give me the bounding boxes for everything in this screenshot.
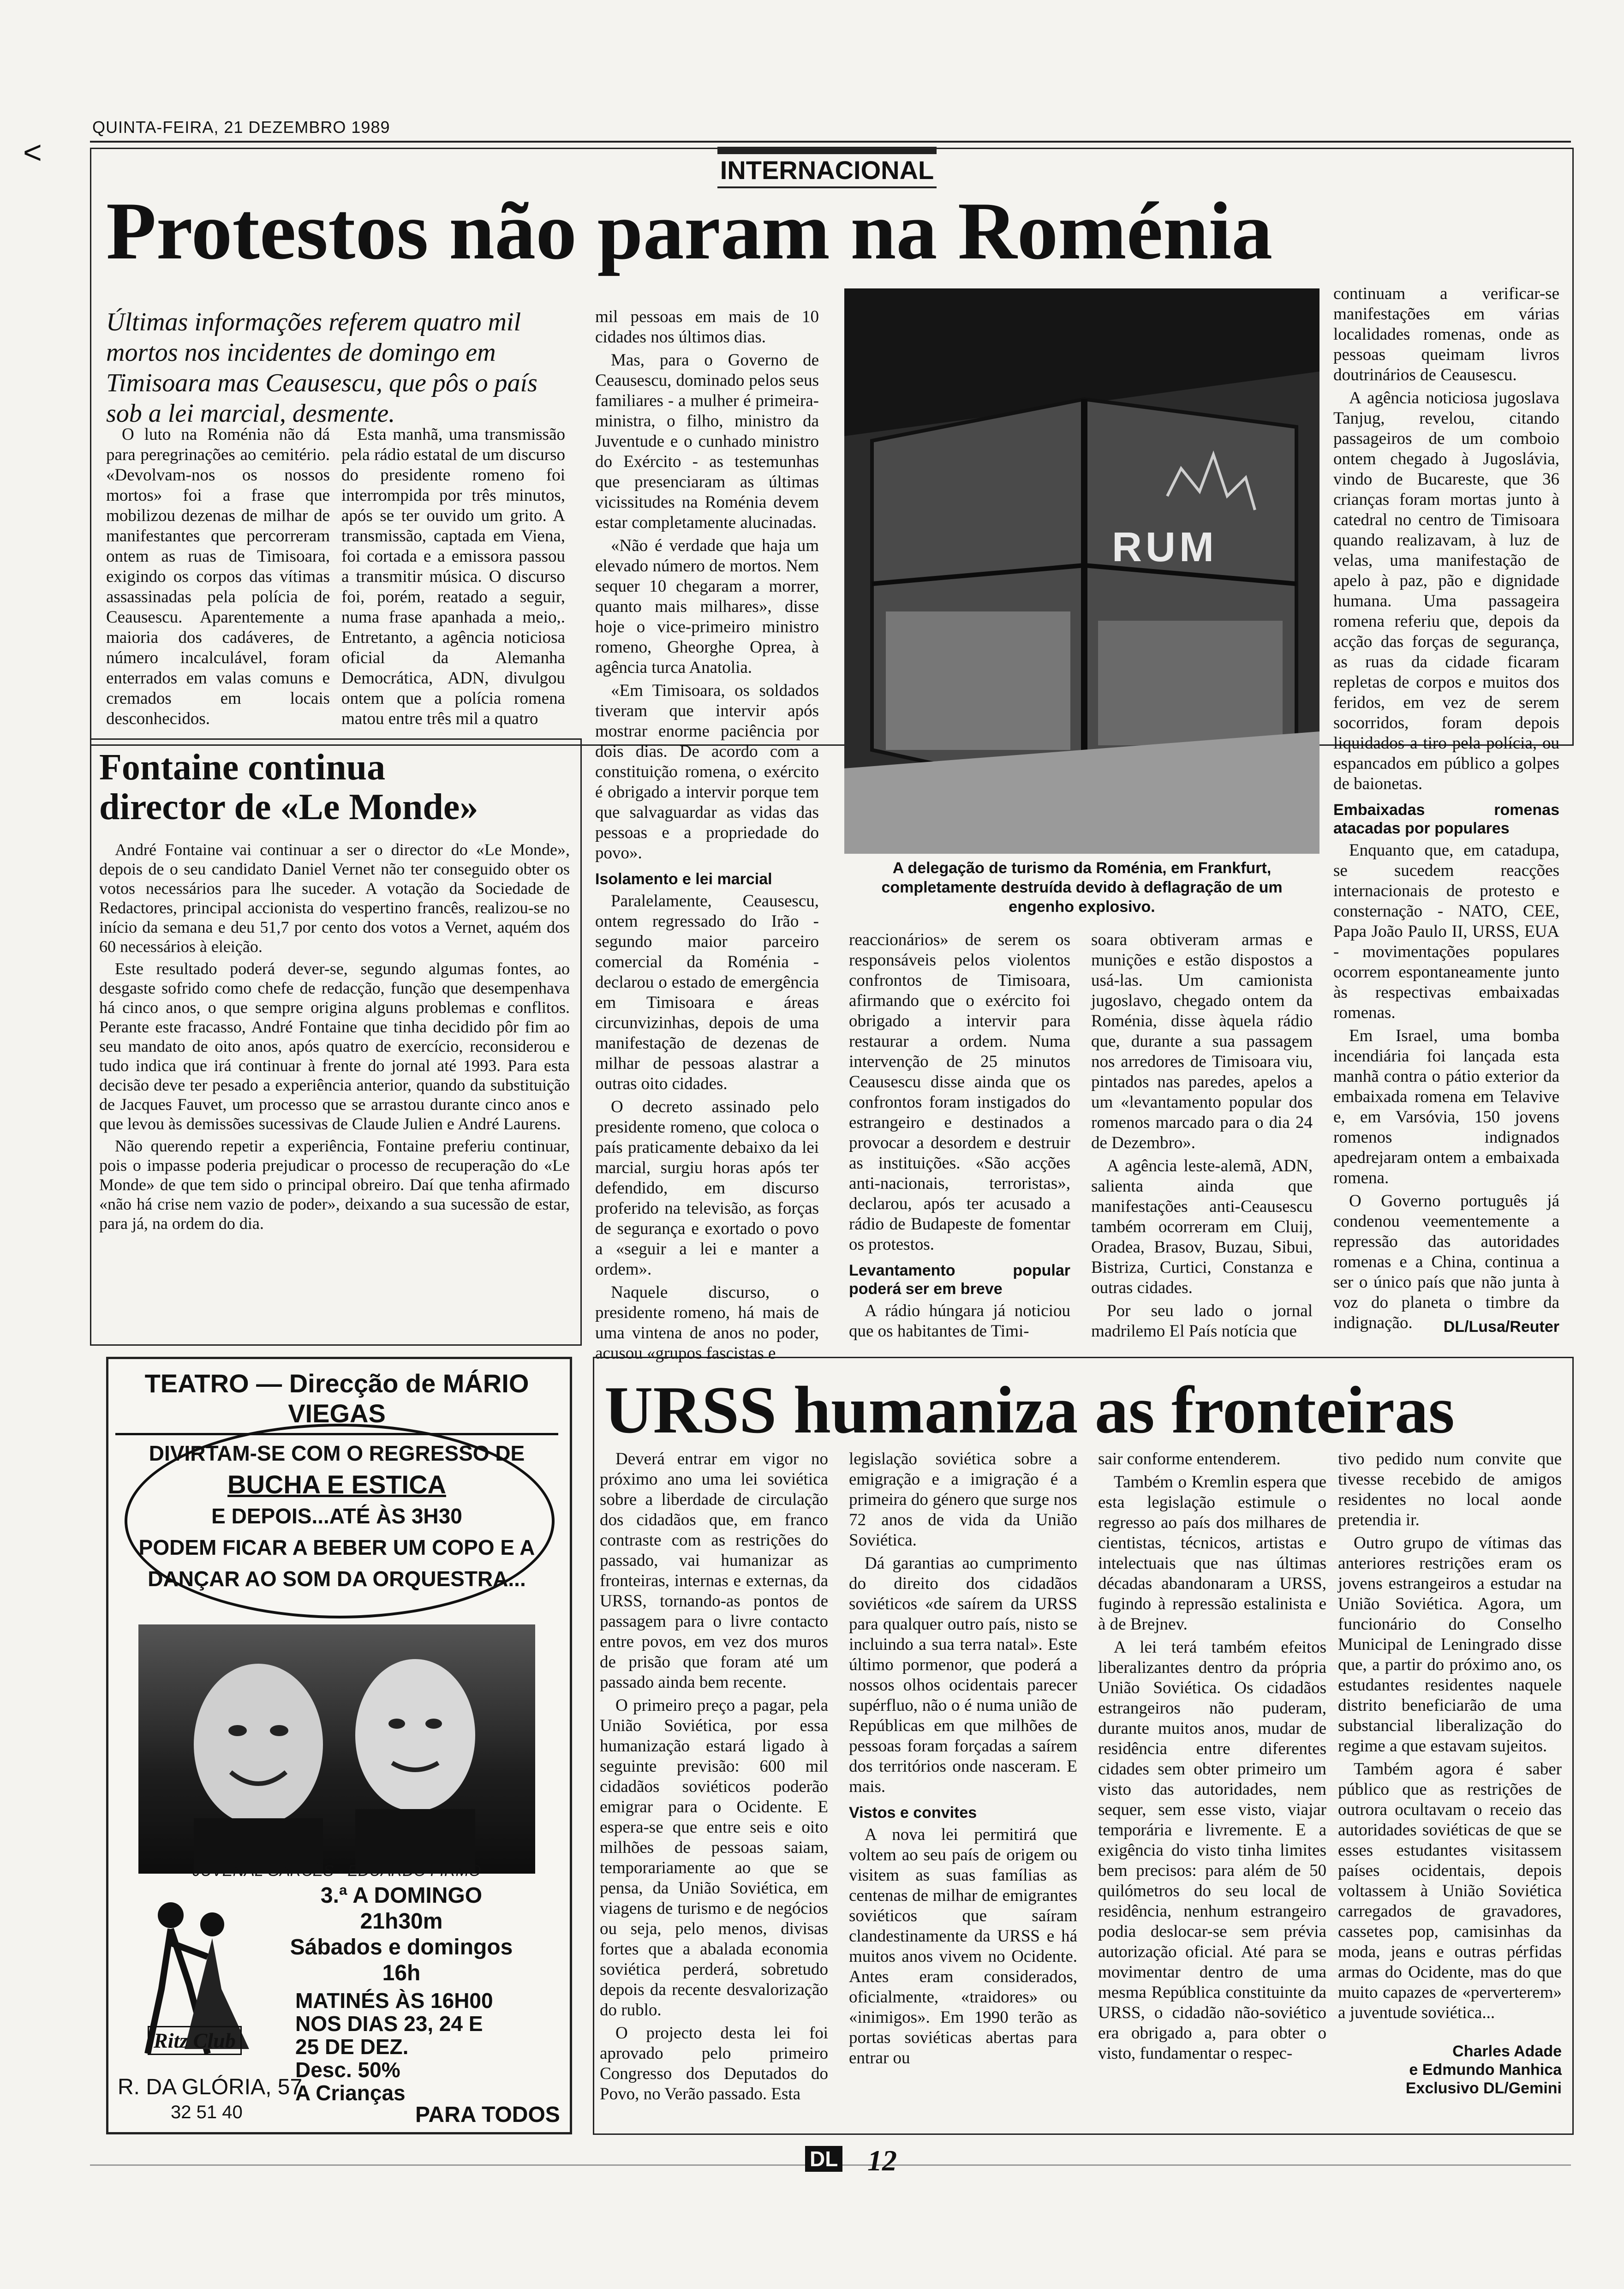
main-col-2 [341, 425, 565, 731]
main-col3-p4: «Em Timisoara, os soldados tiveram que intervir após mostrar enorme paciência por dois dias. De acordo com a constituição romena, o exército é obrigado a intervir porque tem que salvaguardar as vidas das pessoas e a propriedade do povo». [595, 681, 819, 863]
schedule-line2: 21h30m [360, 1909, 443, 1934]
urss-signature [1338, 2042, 1562, 2097]
urss-col1-p2: O primeiro preço a pagar, pela União Soviética, por essa humanização estará ligado à seguinte previsão: 600 mil cidadãos soviéticos poderão emigrar para o Ocidente. E espera-se que entre seis e oito milhões de pessoas saiam, temporariamente ao que se pensa, da União Soviética, em viagens de turismo e de negócios ou seja, pelo menos, divisas fortes que a abalada economia soviética perderá, sobretudo depois da recente desvalorização do rublo. [600, 1696, 828, 2019]
urss-col-2 [849, 1449, 1077, 2121]
urss-col4-p3: Também agora é saber público que as restrições de outrora ocultavam o receio das autoridades soviéticas de que se esses estudantes visitassem países ocidentais, depois voltassem à União Soviética carregados de gravadores, cassetes pop, camisinhas da moda, jeans e outras pérfidas armas do Ocidente, mas do que muito capazes de «perverterem» a juventude soviética... [1338, 1760, 1562, 2022]
main-col3-p5: Paralelamente, Ceausescu, ontem regressado do Irão - segundo maior parceiro comercial da Roménia - declarou o estado de emergência em Timisoara e áreas circunvizinhas, depois de uma manifestação de dezenas de milhar de pessoas alastrar a outras oito cidades. [595, 892, 819, 1093]
actors-photo [138, 1624, 535, 1874]
main-col3-p3: «Não é verdade que haja um elevado número de mortos. Nem sequer 10 chegaram a morrer, quanto mais milhares», disse hoje o vice-primeiro ministro romeno, Gheorghe Oprea, à agência turca Anatolia. [595, 536, 819, 677]
main-col6-p4: Em Israel, uma bomba incendiária foi lançada esta manhã contra o pátio exterior da embaixada romena em Telavive e, em Varsóvia, 150 jovens romenos indignados apedrejaram ontem a embaixada romena. [1333, 1026, 1559, 1187]
urss-col3-p3: A lei terá também efeitos liberalizantes dentro da própria União Soviética. Os cidadãos estrangeiros não puderam, durante muitos anos, mudar de residência entre diferentes cidades sem obter primeiro um visto das autoridades, nem sequer, sem esse visto, viajar temporária e livremente. E a exigência do visto tinha limites bem precisos: para além de 50 quilómetros do seu local de residência, nenhum estrangeiro podia deslocar-se sem prévia autorização oficial. Até para se movimentar dentro de uma mesma República constituinte da URSS, o cidadão não-soviético era obrigado a, para obter o visto, fundamentar o respec- [1098, 1638, 1326, 2063]
schedule-line4: 16h [382, 1961, 421, 1985]
speech-bubble-text [138, 1438, 535, 1594]
urss-headline: URSS humaniza as fronteiras [604, 1372, 1455, 1447]
main-col6-p5: O Governo português já condenou veementemente a repressão das autoridades romenas e a China, continua a ser o único país que não junta à voz do planeta o timbre da indignação. [1333, 1192, 1559, 1332]
bubble-line5: DANÇAR AO SOM DA ORQUESTRA... [148, 1567, 526, 1591]
para-todos: PARA TODOS [415, 2103, 560, 2127]
fontaine-p3: Não querendo repetir a experiência, Fontaine preferiu continuar, pois o impasse poderia prejudicar o processo de recuperação do «Le Monde» de que tem sido o principal obreiro. Daí que tenha afirmado «não há crise nem vazio de poder», deixando a sua sucessão de estar, para já, na ordem do dia. [99, 1137, 570, 1233]
urss-sig-line3: Exclusivo DL/Gemini [1405, 2079, 1562, 2097]
fontaine-headline-line2: director de «Le Monde» [99, 787, 478, 827]
main-col6-p3: Enquanto que, em catadupa, se sucedem reacções internacionais de protesto e consternação - NATO, CEE, Papa João Paulo II, URSS, EUA - movimentações populares ocorrem espontaneamente junto às respectivas embaixadas romenas. [1333, 841, 1559, 1022]
main-col4-p1: reaccionários» de serem os responsáveis pelos violentos confrontos de Timisoara, afirmando que o exército foi obrigado a intervir para restaurar a ordem. Numa intervenção de 25 minutos Ceausescu disse ainda que os confrontos foram instigados do estrangeiro e destinados a provocar a desordem e destruir as instituições. «São acções anti-nacionais, terroristas», declarou, após ter acusado a rádio de Budapeste de fomentar os protestos. [849, 930, 1070, 1254]
urss-sig-line1: Charles Adade [1452, 2043, 1562, 2060]
theatre-phone: 32 51 40 [171, 2102, 243, 2122]
fontaine-text [99, 840, 570, 1336]
main-col4-subhead: Levantamento popular poderá ser em breve [849, 1262, 1070, 1298]
frankfurt-office-photo [844, 288, 1320, 854]
club-logo: Ritz Club [148, 2026, 242, 2055]
bubble-line4: PODEM FICAR A BEBER UM COPO E A [138, 1535, 535, 1559]
bubble-line3: E DEPOIS...ATÉ ÀS 3H30 [211, 1504, 462, 1528]
section-label: INTERNACIONAL [717, 147, 937, 188]
urss-col2-p1: legislação soviética sobre a emigração e a imigração é a primeira do género que surge nos 72 anos de vida da União Soviética. [849, 1450, 1077, 1550]
schedule-line1: 3.ª A DOMINGO [320, 1883, 483, 1908]
top-rule [90, 141, 1571, 143]
main-col3-p7: Naquele discurso, o presidente romeno, há mais de uma vintena de anos no poder, acusou «grupos fascistas e [595, 1283, 819, 1363]
fontaine-p1: André Fontaine vai continuar a ser o director do «Le Monde», depois de o seu candidato Daniel Vernet não ter conseguido obter os votos necessários para lhe suceder. A votação da Sociedade de Redactores, principal accionista do vespertino francês, realizou-se no início da semana e deu 51,7 por cento dos votos a Vernet, aquém dos 60 necessários à eleição. [99, 840, 570, 956]
page-number: 12 [867, 2144, 897, 2177]
urss-col2-p2: Dá garantias ao cumprimento do direito dos cidadãos soviéticos «de saírem da URSS para qualquer outro país, nisto se incluindo a sua terra natal». Este último pormenor, que poderá a nossos olhos ocidentais parecer supérfluo, não o é numa união de Repúblicas em que milhões de pessoas foram forçadas a saírem dos territórios onde nasceram. E mais. [849, 1554, 1077, 1796]
main-col6-p2: A agência noticiosa jugoslava Tanjug, revelou, citando passageiros de um comboio ontem chegado à Jugoslávia, vindo de Bucareste, que 36 crianças foram mortas junto à catedral no centro de Timisoara quando realizavam, à luz de velas, uma manifestação de apelo à paz, pão e dignidade humana. Uma passageira romena referiu que, depois da acção das forças de segurança, as ruas da cidade ficaram repletas de corpos e muitos dos feridos, em vez de serem socorridos, foram depois liquidados a tiro pela polícia, ou espancados em público a golpes de baionetas. [1333, 389, 1559, 793]
bubble-line1: DIVIRTAM-SE COM O REGRESSO DE [149, 1441, 525, 1465]
urss-col4-p1: tivo pedido num convite que tivesse recebido de amigos residentes no local aonde pretendia ir. [1338, 1450, 1562, 1529]
main-col-1 [106, 425, 330, 731]
urss-col1-p1: Deverá entrar em vigor no próximo ano uma lei soviética sobre a liberdade de circulação dos cidadãos que, em franco contraste com as restrições do passado, vai humanizar as fronteiras, internas e externas, da URSS, tornando-as pontos de passagem para o livre contacto entre povos, em vez dos muros de prisão que foram até um passado ainda bem recente. [600, 1450, 828, 1692]
theatre-ad-header: TEATRO — Direcção de MÁRIO VIEGAS [115, 1368, 558, 1435]
photo-sign-text: RUM [1112, 524, 1218, 570]
theatre-address: R. DA GLÓRIA, 57 [118, 2075, 303, 2099]
urss-sig-line2: e Edmundo Manhica [1409, 2061, 1562, 2079]
schedule [258, 1883, 544, 1986]
main-col-3 [595, 307, 819, 1363]
urss-col-1 [600, 1449, 828, 2121]
urss-col-4 [1338, 1449, 1562, 2035]
bubble-line2: BUCHA E ESTICA [227, 1470, 446, 1499]
main-col-5 [1091, 930, 1313, 1345]
main-col3-p1: mil pessoas em mais de 10 cidades nos últimos dias. [595, 307, 819, 347]
main-col2-text: Esta manhã, uma transmissão pela rádio estatal de um discurso do presidente romeno foi interrompida por três minutos, após se ter ouvido um grito. A transmissão, captada em Viena, foi cortada e a emissora passou a transmitir música. O discurso foi, porém, reatado a seguir, numa frase apanhada a meio,. Entretanto, a agência noticiosa oficial da Alemanha Democrática, ADN, divulgou ontem que a polícia romena matou entre três mil a quatro [341, 425, 565, 728]
fontaine-p2: Este resultado poderá dever-se, segundo algumas fontes, ao desgaste sofrido como chefe de redacção, função que desempenhava há cinco anos, o que sempre origina alguns problemas e conflitos. Perante este fracasso, André Fontaine que tinha decidido pôr fim ao seu mandato de oito anos, após quatro de exercício, reconsiderou e tudo indica que irá continuar à frente do jornal até 1993. Para esta decisão deve ter pesado a experiência anterior, quando da substituição de Jacques Fauvet, um processo que se arrastou durante cinco anos e que levou às demissões sucessivas de Claude Julien e André Laurens. [99, 959, 570, 1133]
main-col5-p3: Por seu lado o jornal madrilemo El País notícia que [1091, 1301, 1313, 1341]
main-col3-subhead: Isolamento e lei marcial [595, 870, 772, 888]
urss-col-3 [1098, 1449, 1326, 2121]
fontaine-headline [99, 748, 478, 827]
actors-illustration [138, 1624, 535, 1874]
urss-col4-p2: Outro grupo de vítimas das anteriores restrições eram os jovens estrangeiros a estudar na União Soviética. Agora, um funcionário do Conselho Municipal de Leningrado disse que, a partir do próximo ano, os estudantes residentes naquele distrito beneficiarão de uma substancial liberalização do regime a que estavam sujeitos. [1338, 1534, 1562, 1756]
footer-logo: DL [805, 2146, 842, 2172]
main-col6-p1: continuam a verificar-se manifestações em várias localidades romenas, onde as pessoas queimam livros doutrinários de Ceausescu. [1333, 284, 1559, 384]
main-col4-p2: A rádio húngara já noticiou que os habitantes de Timi- [849, 1301, 1070, 1341]
main-col6-subhead: Embaixadas romenas atacadas por populares [1333, 801, 1559, 837]
photo-caption: A delegação de turismo da Roménia, em Frankfurt, completamente destruída devido à deflagração de um engenho explosivo. [881, 859, 1283, 916]
schedule-line3: Sábados e domingos [290, 1935, 513, 1959]
photo-scene [844, 288, 1320, 854]
urss-col1-p3: O projecto desta lei foi aprovado pelo primeiro Congresso dos Deputados do Povo, no Verão passado. Esta [600, 2024, 828, 2103]
urss-col2-subhead: Vistos e convites [849, 1804, 977, 1822]
matinee-info [295, 1989, 554, 2104]
urss-col3-p1: sair conforme entenderem. [1098, 1450, 1281, 1468]
matinee-line2: NOS DIAS 23, 24 E [295, 2012, 483, 2036]
main-col-4 [849, 930, 1070, 1345]
main-col3-p6: O decreto assinado pelo presidente romeno, que coloca o país praticamente debaixo da lei marcial, surgiu horas após ter defendido, em discurso proferido na televisão, as forças de segurança e exortado o povo a «seguir a lei e manter a ordem». [595, 1097, 819, 1279]
left-margin-mark: < [23, 134, 42, 170]
date-line: QUINTA-FEIRA, 21 DEZEMBRO 1989 [92, 118, 390, 137]
actors-names: JUVENAL GARCÊS - EDUARDO FIRMO [192, 1862, 481, 1880]
matinee-line3: 25 DE DEZ. [295, 2035, 409, 2059]
urss-col2-p3: A nova lei permitirá que voltem ao seu país de origem ou visitem as suas famílias as centenas de milhar de emigrantes soviéticos que saíram clandestinamente da URSS e há muitos anos vivem no Ocidente. Antes eram considerados, oficialmente, «traidores» ou «inimigos». Em 1990 terão as portas soviéticas abertas para entrar ou [849, 1825, 1077, 2067]
main-signature: DL/Lusa/Reuter [1443, 1318, 1559, 1336]
main-col5-p2: A agência leste-alemã, ADN, salienta ainda que manifestações anti-Ceausescu também ocorreram em Cluij, Oradea, Brasov, Buzau, Sibui, Bistriza, Curtici, Constanza e outras cidades. [1091, 1156, 1313, 1297]
main-col5-p1: soara obtiveram armas e munições e estão dispostos a usá-las. Um camionista jugoslavo, chegado ontem da Roménia, disse àquela rádio que, durante a sua passagem nos arredores de Timisoara viu, pintados nas paredes, apelos a um «levantamento popular dos romenos marcado para o dia 24 de Dezembro». [1091, 930, 1313, 1152]
matinee-line5: A Crianças [295, 2081, 406, 2105]
main-col3-p2: Mas, para o Governo de Ceausescu, dominado pelos seus familiares - a mulher é primeira-ministra, o filho, ministro da Juventude e o cunhado ministro do Exército - as testemunhas que presenciaram as últimas vicissitudes na Roménia devem estar completamente alucinadas. [595, 351, 819, 532]
main-lead: Últimas informações referem quatro mil mortos nos incidentes de domingo em Timisoara mas Ceausescu, que pôs o país sob a lei marcial, desmente. [106, 308, 537, 428]
main-headline: Protestos não param na Roménia [106, 185, 1273, 276]
main-col1-text: O luto na Roménia não dá para peregrinações ao cemitério. «Devolvam-nos os nossos mortos» foi a frase que mobilizou dezenas de milhar de manifestantes que percorreram ontem as ruas de Timisoara, exigindo os corpos das vítimas assassinadas pela polícia de Ceausescu. Aparentemente a maioria dos cadáveres, de número incalculável, foram enterrados em valas comuns e cremados em locais desconhecidos. [106, 425, 330, 728]
fontaine-headline-line1: Fontaine continua [99, 747, 386, 788]
urss-col3-p2: Também o Kremlin espera que esta legislação estimule o regresso ao país dos milhares de cientistas, técnicos, artistas e intelectuais que nas últimas décadas abandonaram a URSS, fugindo à repressão estalinista e à de Brejnev. [1098, 1473, 1326, 1634]
matinee-line4: Desc. 50% [295, 2058, 400, 2082]
matinee-line1: MATINÉS ÀS 16H00 [295, 1989, 493, 2013]
